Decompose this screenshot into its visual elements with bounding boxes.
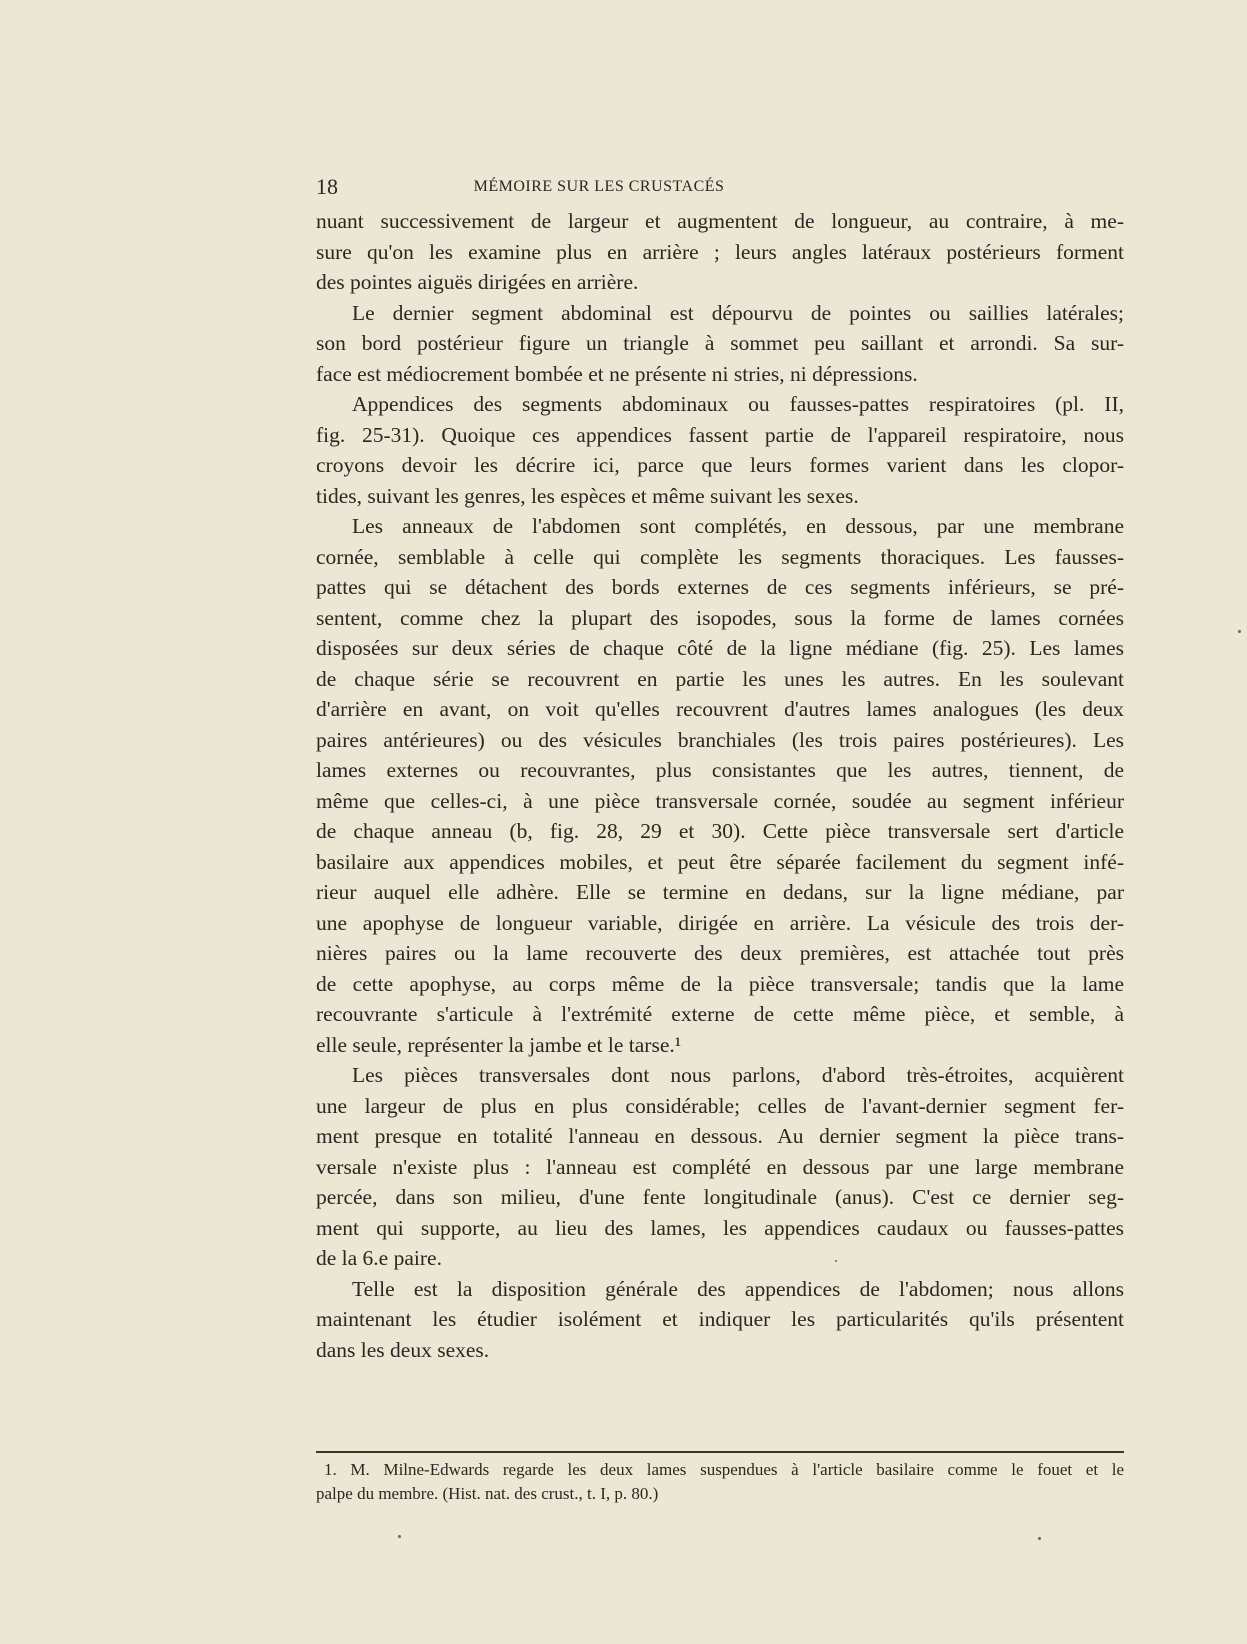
text-line: lames externes ou recouvrantes, plus consistantes que les autres, tiennent, de [316,758,1124,782]
text-line: Les anneaux de l'abdomen sont complétés, en dessous, par une membrane [352,514,1124,538]
text-line: nières paires ou la lame recouverte des deux premières, est attachée tout près [316,941,1124,965]
body-text [316,206,1124,1365]
text-line: recouvrante s'articule à l'extrémité externe de cette même pièce, et semble, à [316,1002,1124,1026]
paper-speck [1038,1537,1041,1540]
text-line: basilaire aux appendices mobiles, et peut être séparée facilement du segment infé- [316,849,1124,874]
paper-speck [835,1260,837,1262]
footnote-line: palpe du membre. (Hist. nat. des crust., t. I, p. 80.) [316,1484,659,1503]
text-line: Telle est la disposition générale des appendices de l'abdomen; nous allons [352,1276,1124,1301]
text-line: fig. 25-31). Quoique ces appendices fassent partie de l'appareil respiratoire, nous [316,422,1124,447]
text-line: Appendices des segments abdominaux ou fausses-pattes respiratoires (pl. II, [352,392,1124,416]
text-line: ment qui supporte, au lieu des lames, les appendices caudaux ou fausses-pattes [316,1215,1124,1240]
text-line: elle seule, représenter la jambe et le tarse.¹ [316,1032,682,1057]
footnote [316,1458,1124,1506]
footnote-rule [316,1451,1124,1453]
text-line: d'arrière en avant, on voit qu'elles recouvrent d'autres lames analogues (les deux [316,697,1124,721]
text-line: tides, suivant les genres, les espèces et même suivant les sexes. [316,483,859,508]
paper-speck [398,1535,401,1538]
text-line: de cette apophyse, au corps même de la pièce transversale; tandis que la lame [316,971,1124,996]
running-title: MÉMOIRE SUR LES CRUSTACÉS [473,178,725,195]
text-line: une largeur de plus en plus considérable; celles de l'avant-dernier segment fer- [316,1093,1124,1118]
text-line: disposées sur deux séries de chaque côté de la ligne médiane (fig. 25). Les lames [316,636,1124,660]
text-line: des pointes aiguës dirigées en arrière. [316,270,639,294]
text-line: sentent, comme chez la plupart des isopodes, sous la forme de lames cornées [316,605,1124,630]
text-line: nuant successivement de largeur et augmentent de longueur, au contraire, à me- [316,209,1124,233]
text-line: Les pièces transversales dont nous parlons, d'abord très-étroites, acquièrent [352,1063,1124,1087]
paper-speck [1238,630,1241,633]
text-line: versale n'existe plus : l'anneau est complété en dessous par une large membrane [316,1154,1124,1179]
text-line: de la 6.e paire. [316,1246,442,1270]
text-line: même que celles-ci, à une pièce transversale cornée, soudée au segment inférieur [316,788,1124,813]
page-header [316,174,882,204]
text-line: pattes qui se détachent des bords externes de ces segments inférieurs, se pré- [316,575,1124,599]
text-line: ment presque en totalité l'anneau en dessous. Au dernier segment la pièce trans- [316,1124,1124,1148]
text-line: sure qu'on les examine plus en arrière ; leurs angles latéraux postérieurs forment [316,239,1124,264]
text-line: Le dernier segment abdominal est dépourvu de pointes ou saillies latérales; [352,300,1124,325]
text-line: paires antérieures) ou des vésicules branchiales (les trois paires postérieures). Les [316,727,1124,752]
text-line: de chaque anneau (b, fig. 28, 29 et 30). Cette pièce transversale sert d'article [316,819,1124,843]
text-line: son bord postérieur figure un triangle à sommet peu saillant et arrondi. Sa sur- [316,331,1124,355]
text-line: maintenant les étudier isolément et indiquer les particularités qu'ils présentent [316,1307,1124,1331]
text-line: rieur auquel elle adhère. Elle se termine en dedans, sur la ligne médiane, par [316,880,1124,904]
text-line: de chaque série se recouvrent en partie les unes les autres. En les soulevant [316,666,1124,691]
text-line: dans les deux sexes. [316,1337,490,1362]
text-line: percée, dans son milieu, d'une fente longitudinale (anus). C'est ce dernier seg- [316,1185,1124,1209]
text-line: croyons devoir les décrire ici, parce que leurs formes varient dans les clopor- [316,453,1124,477]
text-line: face est médiocrement bombée et ne présente ni stries, ni dépressions. [316,361,918,386]
text-line: cornée, semblable à celle qui complète les segments thoraciques. Les fausses- [316,544,1124,569]
page-number: 18 [316,174,338,199]
footnote-line: 1. M. Milne-Edwards regarde les deux lames suspendues à l'article basilaire comme le fouet et le [324,1460,1124,1479]
text-line: une apophyse de longueur variable, dirigée en arrière. La vésicule des trois der- [316,910,1124,935]
